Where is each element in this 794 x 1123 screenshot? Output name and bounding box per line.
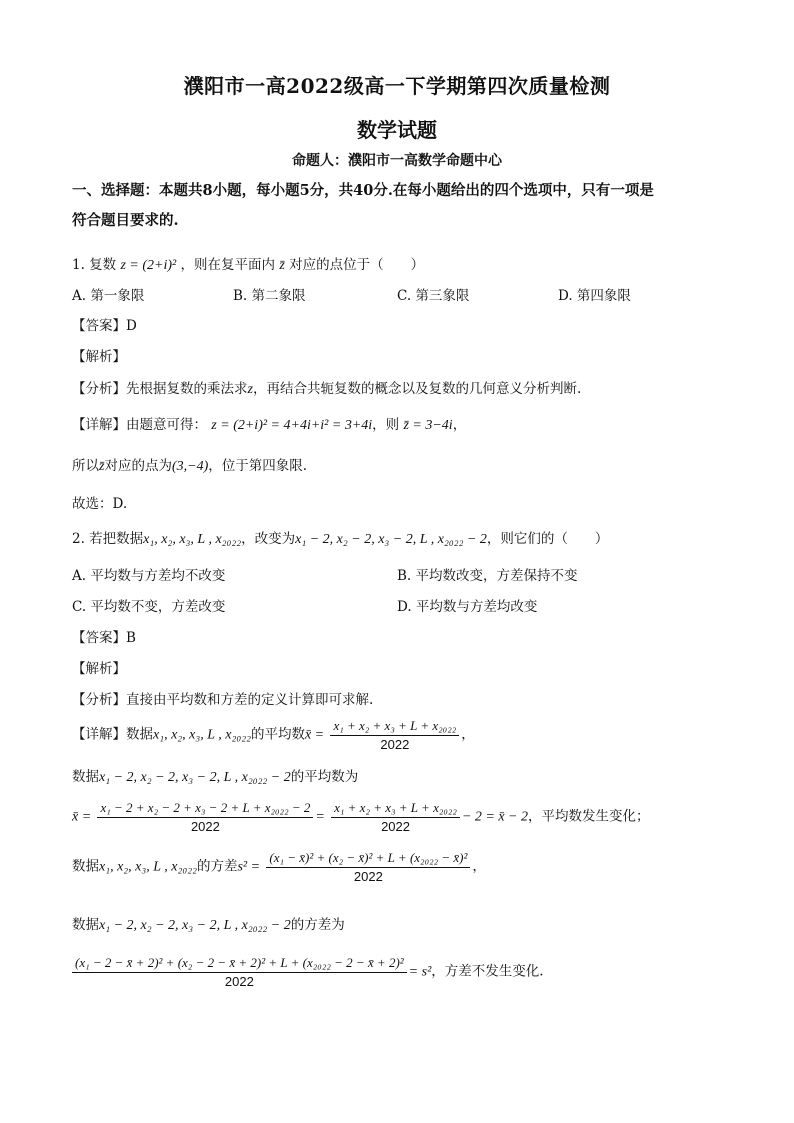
q2-d1-fraction	[330, 718, 459, 752]
q2-d3-numerator2: x₁ + x₂ + x₃ + L + x₂₀₂₂	[331, 800, 460, 818]
q2-d1-data: x₁, x₂, x₃, L , x₂₀₂₂	[153, 727, 251, 743]
q2-detail-line3	[72, 800, 650, 834]
q2-option-c: C. 平均数不变，方差改变	[72, 599, 226, 615]
q1-fenxi	[72, 379, 581, 400]
q1-fenxi-z: z	[247, 382, 253, 397]
q2-detail-line4	[72, 850, 486, 884]
q2-d3-c: ，平均数发生变化；	[528, 808, 650, 825]
q2-d4-a: 数据	[72, 858, 99, 875]
q2-d3-denominator2: 2022	[381, 819, 410, 834]
q1-answer-tag: 【答案】	[72, 318, 126, 334]
q2-fenxi	[72, 690, 373, 710]
q1-detail	[72, 415, 466, 436]
q1-zbar: z̄	[279, 258, 285, 273]
q2-answer-tag: 【答案】	[72, 630, 126, 646]
q1-fenxi-rest: ，再结合共轭复数的概念以及复数的几何意义分析判断.	[252, 381, 582, 397]
q2-option-a: A. 平均数与方差均不改变	[72, 568, 226, 584]
q2-fenxi-tag: 【分析】	[72, 692, 126, 708]
q2-d4-c: ，	[472, 858, 486, 875]
q1-answer-value: D	[126, 318, 137, 334]
q2-d6-denominator: 2022	[224, 974, 254, 989]
q1-detail-c: ，	[452, 417, 467, 433]
q2-d6-numerator: (x₁ − 2 − x̄ + 2)² + (x₂ − 2 − x̄ + 2)² + L + (x₂₀₂₂ − 2 − x̄ + 2)²	[72, 955, 407, 973]
q1-option-d: D. 第四象限	[558, 288, 631, 304]
q1-detail-tag: 【详解】	[72, 417, 126, 433]
q2-d3-denominator1: 2022	[190, 819, 220, 834]
q2-d3-fraction2	[331, 800, 460, 834]
q2-d6-c: ，方差不发生变化.	[431, 963, 544, 980]
q2-d5-a: 数据	[72, 917, 99, 933]
q2-detail-line5	[72, 915, 345, 936]
question-1	[72, 255, 424, 276]
q2-d1-c: ，	[461, 726, 475, 743]
q2-d4-data: x₁, x₂, x₃, L , x₂₀₂₂	[99, 859, 197, 875]
q1-line2-zbar: z̄	[99, 459, 105, 474]
section-heading-line2: 符合题目要求的.	[72, 212, 179, 229]
q1-option-b: B. 第二象限	[233, 288, 306, 304]
q2-d1-numerator: x₁ + x₂ + x₃ + L + x₂₀₂₂	[330, 718, 459, 736]
q2-data2: x₁ − 2, x₂ − 2, x₃ − 2, L , x₂₀₂₂ − 2	[295, 532, 487, 547]
q2-d1-lhs: x̄ =	[304, 727, 325, 743]
q2-prefix: 2. 若把数据	[72, 531, 144, 547]
q2-option-b: B. 平均数改变，方差保持不变	[397, 568, 578, 584]
q1-detail-formula2: z̄ = 3−4i	[403, 418, 453, 433]
q1-formula: z = (2+i)²	[120, 258, 177, 273]
q1-fenxi-text: 先根据复数的乘法求	[126, 381, 248, 397]
q2-detail-line2	[72, 767, 358, 788]
q2-d5-b: 的方差为	[290, 917, 345, 933]
q1-line2-a: 所以	[72, 458, 99, 474]
section-heading-line1: 一、选择题：本题共8小题，每小题5分，共40分.在每小题给出的四个选项中，只有一项是	[72, 182, 654, 199]
q2-d3-fraction1	[97, 800, 313, 834]
q2-d6-rhs: = s²	[408, 964, 432, 980]
q2-answer	[72, 628, 136, 648]
q2-d3-numerator1: x₁ − 2 + x₂ − 2 + x₃ − 2 + L + x₂₀₂₂ − 2	[97, 800, 313, 818]
q1-detail-line2	[72, 456, 307, 477]
q2-detail-tag: 【详解】	[72, 726, 126, 743]
q2-d4-denominator: 2022	[353, 869, 383, 884]
q2-d4-numerator: (x₁ − x̄)² + (x₂ − x̄)² + L + (x₂₀₂₂ − x̄)²	[266, 850, 470, 868]
q2-data1: x₁, x₂, x₃, L , x₂₀₂₂	[143, 532, 242, 547]
q2-d2-b: 的平均数为	[290, 769, 359, 785]
q2-d2-data: x₁ − 2, x₂ − 2, x₃ − 2, L , x₂₀₂₂ − 2	[99, 770, 291, 785]
page-subtitle: 数学试题	[357, 118, 437, 142]
q1-detail-formula: z = (2+i)² = 4+4i+i² = 3+4i	[211, 418, 373, 433]
q1-analysis-tag: 【解析】	[72, 349, 126, 365]
q1-line2-c: ，位于第四象限.	[208, 458, 308, 474]
q2-d1-b: 的平均数	[250, 726, 305, 743]
q1-mid: ，则在复平面内	[180, 257, 276, 273]
q1-prefix: 1. 复数	[72, 257, 117, 273]
q1-detail-b: ，则	[372, 417, 400, 433]
q2-detail-line6	[72, 955, 544, 989]
q2-d3-lhs: x̄ =	[72, 809, 92, 825]
q2-analysis-tag: 【解析】	[72, 661, 126, 677]
q2-answer-value: B	[126, 630, 136, 646]
q1-option-c: C. 第三象限	[397, 288, 470, 304]
author-line: 命题人：濮阳市一高数学命题中心	[292, 153, 502, 169]
q1-option-a: A. 第一象限	[72, 288, 145, 304]
q2-option-d: D. 平均数与方差均改变	[397, 599, 538, 615]
q1-answer	[72, 316, 137, 336]
q2-d3-tail: − 2 = x̄ − 2	[461, 809, 528, 825]
q2-d6-fraction	[72, 955, 407, 989]
q1-suffix: 对应的点位于（ ）	[289, 257, 425, 273]
q2-d3-eq: =	[315, 809, 325, 825]
q2-mid: ，改变为	[241, 531, 296, 547]
q2-detail-line1	[72, 718, 475, 752]
q2-d4-b: 的方差	[196, 858, 238, 875]
q2-fenxi-text: 直接由平均数和方差的定义计算即可求解.	[126, 692, 374, 708]
q1-line2-point: (3,−4)	[171, 459, 209, 474]
q1-line2-b: 对应的点为	[104, 458, 172, 474]
q2-d4-lhs: s² =	[237, 859, 261, 875]
page-title: 濮阳市一高2022级高一下学期第四次质量检测	[183, 74, 611, 98]
q1-choose: 故选：D.	[72, 496, 128, 512]
q1-detail-a: 由题意可得：	[126, 417, 207, 433]
q2-d1-denominator: 2022	[380, 737, 410, 752]
q2-suffix: ，则它们的（ ）	[486, 531, 609, 547]
question-2	[72, 529, 608, 550]
q1-fenxi-tag: 【分析】	[72, 381, 126, 397]
q2-d4-fraction	[266, 850, 470, 884]
q2-d5-data: x₁ − 2, x₂ − 2, x₃ − 2, L , x₂₀₂₂ − 2	[99, 918, 291, 933]
q2-d1-a: 数据	[126, 726, 153, 743]
q2-d2-a: 数据	[72, 769, 99, 785]
